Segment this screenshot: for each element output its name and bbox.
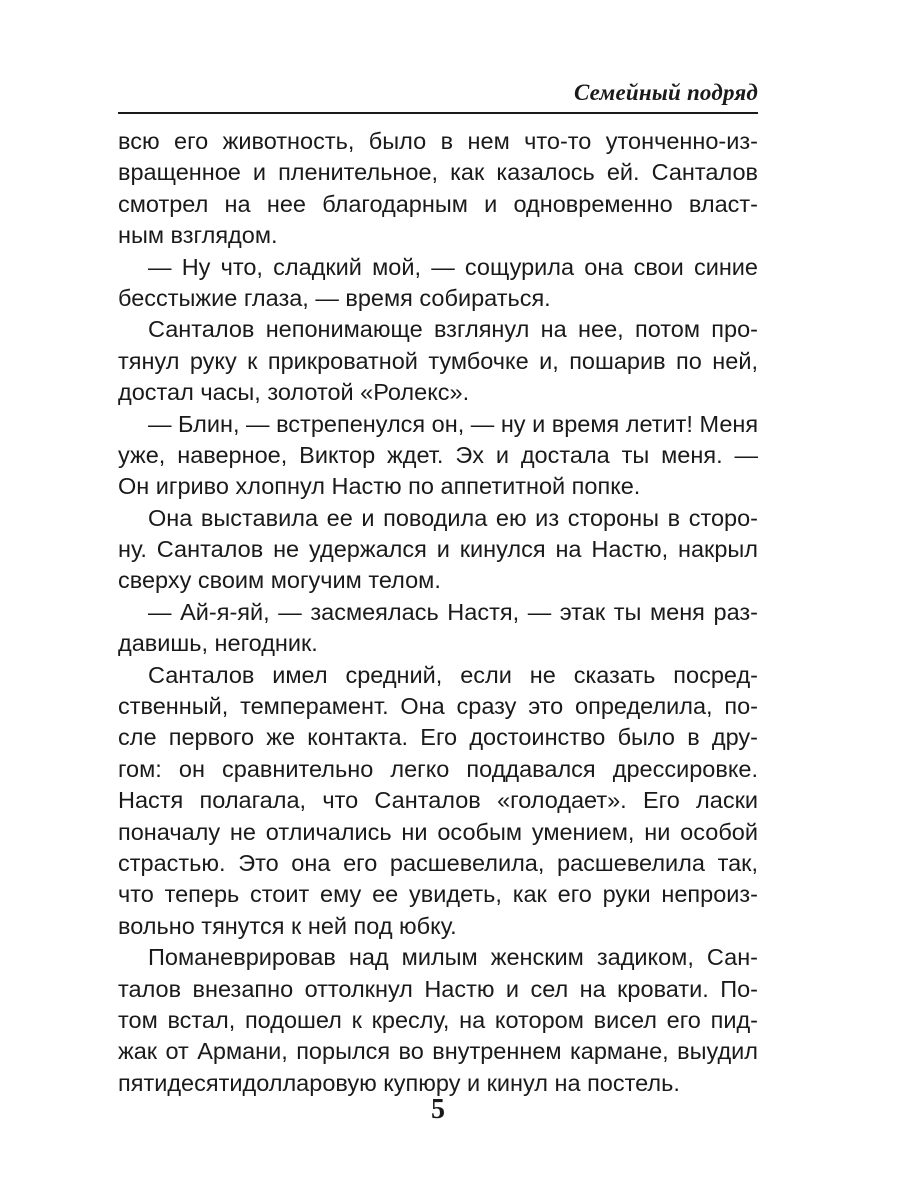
text-line: вращенное и пленительное, как казалось ей. Санталов (118, 159, 758, 186)
text-line: достал часы, золотой «Ролекс». (118, 379, 470, 406)
text-line: Настя полагала, что Санталов «голодает». Его ласки (118, 787, 758, 814)
text-line: — Ай-я-яй, — засмеялась Настя, — этак ты меня раз- (148, 598, 758, 625)
text-line: Поманеврировав над милым женским задиком, Сан- (148, 944, 758, 971)
text-line: что теперь стоит ему ее увидеть, как его руки непроиз- (118, 881, 758, 908)
running-head (118, 74, 758, 114)
text-line: сле первого же контакта. Его достоинство было в дру- (118, 724, 758, 751)
text-line: Санталов имел средний, если не сказать посред- (148, 661, 758, 688)
text-line: вольно тянутся к ней под юбку. (118, 912, 457, 939)
text-line: гом: он сравнительно легко поддавался дрессировке. (118, 755, 758, 782)
text-line: ну. Санталов не удержался и кинулся на Настю, накрыл (118, 536, 758, 563)
text-line: поначалу не отличались ни особым умением, ни особой (118, 818, 758, 845)
text-line: — Блин, — встрепенулся он, — ну и время летит! Меня (148, 410, 759, 437)
text-line: ственный, темперамент. Она сразу это определила, по- (118, 693, 758, 720)
text-line: сверху своим могучим телом. (118, 567, 441, 594)
text-line: тянул руку к прикроватной тумбочке и, пошарив по ней, (118, 347, 758, 374)
text-line: бесстыжие глаза, — время собираться. (118, 284, 551, 311)
text-line: жак от Армани, порылся во внутреннем кармане, выудил (118, 1038, 758, 1065)
text-line: том встал, подошел к креслу, на котором висел его пид- (118, 1006, 758, 1033)
text-line: страстью. Это она его расшевелила, расшевелила так, (118, 849, 758, 876)
text-line: ным взглядом. (118, 222, 278, 249)
text-line: талов внезапно оттолкнул Настю и сел на кровати. По- (118, 975, 758, 1002)
page-number: 5 (431, 1094, 445, 1125)
text-line: всю его животность, было в нем что-то утонченно-из- (118, 128, 758, 154)
text-line: смотрел на нее благодарным и одновременно власт- (118, 190, 758, 217)
text-line: уже, наверное, Виктор ждет. Эх и достала ты меня. — (118, 441, 758, 468)
text-line: Санталов непонимающе взглянул на нее, потом про- (148, 316, 758, 343)
text-line: давишь, негодник. (118, 630, 318, 657)
text-line: пятидесятидолларовую купюру и кинул на постель. (118, 1069, 680, 1096)
text-line: — Ну что, сладкий мой, — сощурила она свои синие (148, 253, 758, 280)
running-title: Семейный подряд (573, 80, 758, 105)
text-line: Она выставила ее и поводила ею из стороны в сторо- (148, 504, 758, 531)
text-line: Он игриво хлопнул Настю по аппетитной попке. (118, 473, 641, 500)
body-text (118, 126, 758, 1099)
